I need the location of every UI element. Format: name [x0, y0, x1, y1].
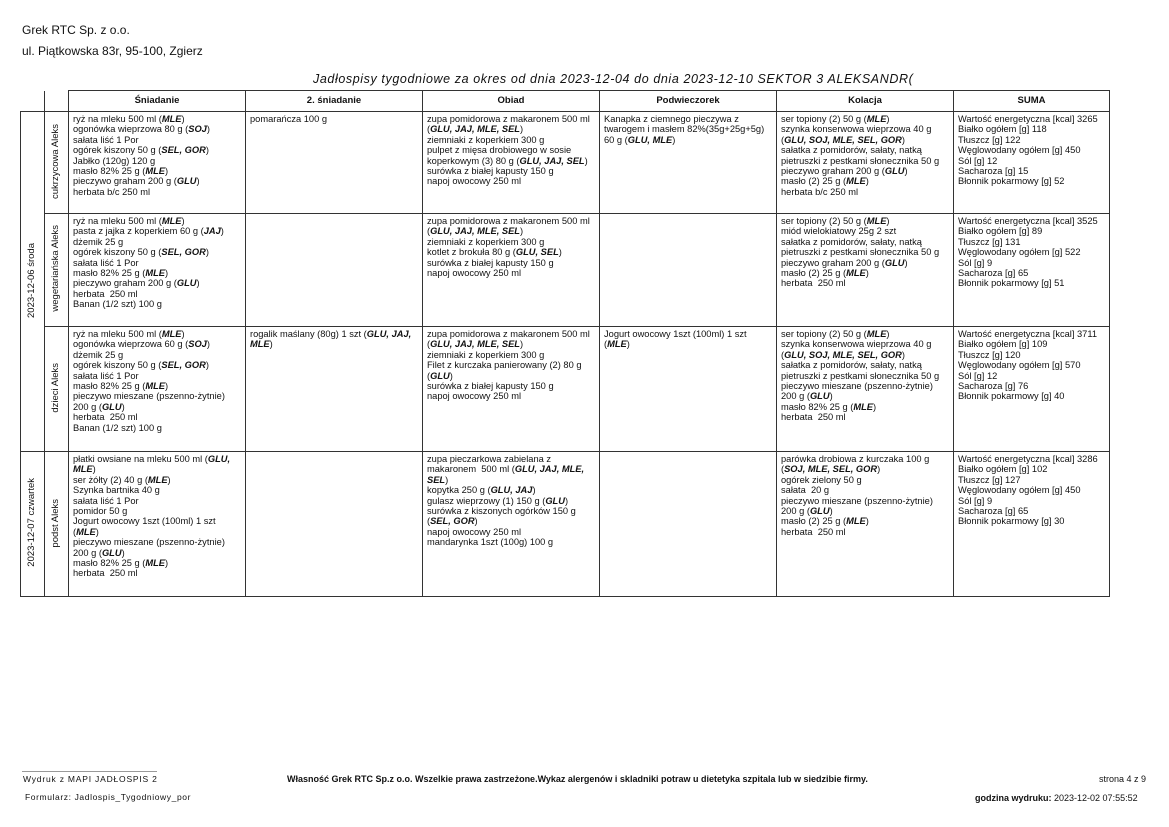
menu-item: sałatka z pomidorów, sałaty, natką pietruszki z pestkami słonecznika 50 g	[781, 145, 940, 166]
menu-item: zupa pomidorowa z makaronem 500 ml (GLU, JAJ, MLE, SEL)	[427, 114, 593, 135]
meal-cell-breakfast	[69, 327, 246, 452]
nutrition-line: Węglowodany ogółem [g] 450	[958, 485, 1081, 496]
print-time-value: 2023-12-02 07:55:52	[1054, 793, 1138, 803]
menu-item: pieczywo mieszane (pszenno-żytnie) 200 g (GLU)	[73, 391, 228, 412]
company-name: Grek RTC Sp. z o.o.	[22, 23, 130, 37]
menu-item: ziemniaki z koperkiem 300 g	[427, 134, 545, 145]
meal-cell-summary	[954, 112, 1110, 214]
meal-cell-summary	[954, 214, 1110, 327]
diet-cell	[45, 214, 69, 327]
meal-cell-second-breakfast	[246, 327, 423, 452]
meal-cell-second-breakfast	[246, 452, 423, 597]
menu-item: ziemniaki z koperkiem 300 g	[427, 236, 545, 247]
menu-item: surówka z białej kapusty 150 g	[427, 381, 554, 392]
menu-item: sałata 20 g	[781, 485, 830, 496]
footer-printout: Wydruk z MAPI JADŁOSPIS 2	[23, 774, 158, 784]
menu-item: masło (2) 25 g (MLE)	[781, 516, 869, 527]
nutrition-line: Wartość energetyczna [kcal] 3286	[958, 454, 1098, 464]
menu-item: masło (2) 25 g (MLE)	[781, 268, 869, 279]
column-header-second-breakfast: 2. śniadanie	[246, 91, 423, 112]
meal-cell-afternoon-snack	[600, 214, 777, 327]
nutrition-line: Błonnik pokarmowy [g] 51	[958, 278, 1065, 289]
menu-item: pieczywo mieszane (pszenno-żytnie) 200 g (GLU)	[781, 381, 936, 402]
nutrition-line: Białko ogółem [g] 89	[958, 226, 1043, 237]
meal-cell-dinner	[777, 112, 954, 214]
menu-item: ogórek kiszony 50 g (SEL, GOR)	[73, 145, 209, 156]
menu-item: mandarynka 1szt (100g) 100 g	[427, 537, 554, 548]
menu-item: napoj owocowy 250 ml	[427, 176, 522, 187]
menu-item: pieczywo mieszane (pszenno-żytnie) 200 g (GLU)	[73, 537, 228, 558]
diet-cell	[45, 112, 69, 214]
diet-label: cukrzycowa Aleks	[50, 123, 62, 199]
menu-item: ogórek kiszony 50 g (SEL, GOR)	[73, 360, 209, 371]
menu-item: ser żółty (2) 40 g (MLE)	[73, 474, 171, 485]
nutrition-line: Sól [g] 12	[958, 155, 998, 166]
menu-item: szynka konserwowa wieprzowa 40 g (GLU, SOJ, MLE, SEL, GOR)	[781, 339, 934, 360]
meal-cell-dinner	[777, 452, 954, 597]
nutrition-line: Tłuszcz [g] 122	[958, 134, 1021, 145]
menu-item: Jogurt owocowy 1szt (100ml) 1 szt (MLE)	[73, 516, 219, 537]
menu-item: sałata liść 1 Por	[73, 370, 139, 381]
footer-page-number: strona 4 z 9	[1099, 774, 1147, 784]
menu-row	[21, 327, 1110, 452]
menu-row	[21, 452, 1110, 597]
nutrition-line: Błonnik pokarmowy [g] 40	[958, 391, 1065, 402]
meal-cell-dinner	[777, 327, 954, 452]
menu-item: herbata 250 ml	[781, 412, 846, 423]
nutrition-line: Sacharoza [g] 65	[958, 506, 1029, 517]
menu-item: zupa pomidorowa z makaronem 500 ml (GLU, JAJ, MLE, SEL)	[427, 329, 593, 350]
menu-item: herbata b/c 250 ml	[73, 186, 151, 197]
menu-item: sałatka z pomidorów, sałaty, natką pietruszki z pestkami słonecznika 50 g	[781, 236, 940, 258]
menu-item: ogórek kiszony 50 g (SEL, GOR)	[73, 247, 209, 258]
nutrition-line: Węglowodany ogółem [g] 522	[958, 247, 1081, 258]
menu-item: pulpet z mięsa drobiowego w sosie koperkowym (3) 80 g (GLU, JAJ, SEL)	[427, 145, 588, 166]
meal-cell-lunch	[423, 327, 600, 452]
menu-item: herbata 250 ml	[73, 412, 138, 423]
company-address: ul. Piątkowska 83r, 95-100, Zgierz	[22, 44, 203, 58]
column-header-afternoon-snack: Podwieczorek	[600, 91, 777, 112]
nutrition-line: Białko ogółem [g] 118	[958, 124, 1047, 135]
diet-label: dzieci Aleks	[50, 362, 62, 413]
menu-item: surówka z białej kapusty 150 g	[427, 166, 554, 177]
nutrition-line: Wartość energetyczna [kcal] 3265	[958, 114, 1098, 124]
menu-item: szynka konserwowa wieprzowa 40 g (GLU, SOJ, MLE, SEL, GOR)	[781, 124, 934, 145]
menu-item: pasta z jajka z koperkiem 60 g (JAJ)	[73, 226, 224, 237]
menu-item: herbata 250 ml	[781, 278, 846, 289]
date-cell	[21, 112, 45, 452]
menu-item: sałata liść 1 Por	[73, 495, 139, 506]
meal-cell-summary	[954, 452, 1110, 597]
footer-form-name: Formularz: Jadlospis_Tygodniowy_por	[25, 792, 192, 802]
menu-item: ogonówka wieprzowa 60 g (SOJ)	[73, 339, 210, 350]
meal-cell-summary	[954, 327, 1110, 452]
diet-label: wegetariańska Aleks	[50, 225, 62, 313]
menu-item: Jogurt owocowy 1szt (100ml) 1 szt (MLE)	[604, 329, 750, 350]
menu-item: herbata 250 ml	[73, 568, 138, 579]
menu-item: rogalik maślany (80g) 1 szt (GLU, JAJ, MLE)	[250, 329, 414, 350]
meal-cell-lunch	[423, 112, 600, 214]
menu-item: napoj owocowy 250 ml	[427, 526, 522, 537]
page-title: Jadłospisy tygodniowe za okres od dnia 2023-12-04 do dnia 2023-12-10 SEKTOR 3 ALEKSANDR(	[313, 72, 914, 86]
meal-cell-lunch	[423, 452, 600, 597]
menu-item: ogonówka wieprzowa 80 g (SOJ)	[73, 124, 210, 135]
menu-item: gulasz wieprzowy (1) 150 g (GLU)	[427, 495, 569, 506]
menu-item: dżemik 25 g	[73, 236, 124, 247]
menu-item: masło 82% 25 g (MLE)	[73, 268, 169, 279]
nutrition-line: Błonnik pokarmowy [g] 30	[958, 516, 1065, 527]
menu-item: zupa pomidorowa z makaronem 500 ml (GLU, JAJ, MLE, SEL)	[427, 216, 593, 237]
nutrition-line: Tłuszcz [g] 120	[958, 349, 1021, 360]
column-header-dinner: Kolacja	[777, 91, 954, 112]
nutrition-line: Sacharoza [g] 76	[958, 381, 1029, 392]
menu-item: ser topiony (2) 50 g (MLE)	[781, 114, 890, 124]
nutrition-line: Tłuszcz [g] 131	[958, 236, 1021, 247]
menu-item: herbata b/c 250 ml	[781, 186, 859, 197]
menu-item: masło 82% 25 g (MLE)	[73, 381, 169, 392]
menu-table-body	[21, 112, 1110, 597]
menu-item: pieczywo graham 200 g (GLU)	[781, 257, 908, 268]
menu-item: sałatka z pomidorów, sałaty, natką pietruszki z pestkami słonecznika 50 g	[781, 360, 940, 381]
nutrition-line: Węglowodany ogółem [g] 570	[958, 360, 1081, 371]
menu-item: ziemniaki z koperkiem 300 g	[427, 349, 545, 360]
menu-item: kotlet z brokuła 80 g (GLU, SEL)	[427, 247, 562, 258]
menu-item: masło (2) 25 g (MLE)	[781, 176, 869, 187]
column-header-breakfast: Śniadanie	[69, 91, 246, 112]
menu-item: Banan (1/2 szt) 100 g	[73, 422, 162, 433]
menu-item: pieczywo mieszane (pszenno-żytnie) 200 g (GLU)	[781, 495, 936, 517]
column-header-summary: SUMA	[954, 91, 1110, 112]
nutrition-line: Białko ogółem [g] 109	[958, 339, 1048, 350]
menu-row	[21, 112, 1110, 214]
footer-print-time	[975, 793, 1138, 803]
meal-cell-dinner	[777, 214, 954, 327]
nutrition-line: Sól [g] 9	[958, 257, 993, 268]
menu-item: napoj owocowy 250 ml	[427, 268, 522, 279]
menu-item: surówka z kiszonych ogórków 150 g (SEL, GOR)	[427, 506, 579, 527]
nutrition-line: Sacharoza [g] 15	[958, 166, 1029, 177]
nutrition-line: Sacharoza [g] 65	[958, 268, 1029, 279]
menu-item: herbata 250 ml	[781, 526, 846, 537]
menu-item: zupa pieczarkowa zabielana z makaronem 500 ml (GLU, JAJ, MLE, SEL)	[427, 454, 587, 485]
nutrition-line: Wartość energetyczna [kcal] 3525	[958, 216, 1098, 226]
menu-item: Kanapka z ciemnego pieczywa z twarogem i masłem 82%(35g+25g+5g) 60 g (GLU, MLE)	[604, 114, 767, 145]
meal-cell-afternoon-snack	[600, 327, 777, 452]
footer-divider	[22, 771, 157, 772]
menu-item: ser topiony (2) 50 g (MLE)	[781, 329, 890, 339]
nutrition-line: Tłuszcz [g] 127	[958, 474, 1021, 485]
nutrition-line: Sól [g] 9	[958, 495, 993, 506]
menu-item: napoj owocowy 250 ml	[427, 391, 522, 402]
nutrition-line: Błonnik pokarmowy [g] 52	[958, 176, 1065, 187]
menu-item: dżemik 25 g	[73, 349, 124, 360]
menu-item: ser topiony (2) 50 g (MLE)	[781, 216, 890, 226]
menu-item: sałata liść 1 Por	[73, 134, 139, 145]
nutrition-line: Wartość energetyczna [kcal] 3711	[958, 329, 1098, 339]
meal-cell-afternoon-snack	[600, 112, 777, 214]
menu-item: pieczywo graham 200 g (GLU)	[781, 166, 908, 177]
menu-item: herbata 250 ml	[73, 288, 138, 299]
menu-item: masło 82% 25 g (MLE)	[73, 166, 169, 177]
diet-label: podst Aleks	[50, 498, 62, 548]
menu-item: Jabłko (120g) 120 g	[73, 155, 156, 166]
menu-item: sałata liść 1 Por	[73, 257, 139, 268]
nutrition-line: Białko ogółem [g] 102	[958, 464, 1048, 475]
nutrition-line: Sól [g] 12	[958, 370, 998, 381]
menu-item: masło 82% 25 g (MLE)	[781, 401, 877, 412]
header-blank	[21, 91, 45, 112]
weekly-menu-table	[20, 90, 1110, 597]
menu-item: Filet z kurczaka panierowany (2) 80 g (GLU)	[427, 360, 585, 381]
menu-item: ryż na mleku 500 ml (MLE)	[73, 216, 185, 226]
menu-item: Szynka bartnika 40 g	[73, 485, 160, 496]
date-cell	[21, 452, 45, 597]
menu-item: pomarańcza 100 g	[250, 114, 328, 124]
date-label: 2023-12-07 czwartek	[26, 478, 38, 568]
menu-item: miód wielokiatowy 25g 2 szt	[781, 226, 897, 237]
menu-item: ogórek zielony 50 g	[781, 474, 862, 485]
menu-item: masło 82% 25 g (MLE)	[73, 558, 169, 569]
menu-item: parówka drobiowa z kurczaka 100 g (SOJ, MLE, SEL, GOR)	[781, 454, 932, 475]
footer-copyright: Własność Grek RTC Sp.z o.o. Wszelkie prawa zastrzeżone.Wykaz alergenów i skladniki potraw u dietetyka szpitala lub w siedzibie firmy.	[287, 774, 868, 784]
menu-item: płatki owsiane na mleku 500 ml (GLU, MLE)	[73, 454, 233, 475]
menu-item: ryż na mleku 500 ml (MLE)	[73, 114, 185, 124]
menu-row	[21, 214, 1110, 327]
meal-cell-afternoon-snack	[600, 452, 777, 597]
column-header-lunch: Obiad	[423, 91, 600, 112]
menu-item: Banan (1/2 szt) 100 g	[73, 299, 162, 310]
menu-item: pieczywo graham 200 g (GLU)	[73, 176, 200, 187]
diet-cell	[45, 327, 69, 452]
menu-item: pieczywo graham 200 g (GLU)	[73, 278, 200, 289]
print-time-label: godzina wydruku:	[975, 793, 1052, 803]
date-label: 2023-12-06 środa	[26, 242, 38, 318]
meal-cell-breakfast	[69, 214, 246, 327]
meal-cell-second-breakfast	[246, 112, 423, 214]
meal-cell-lunch	[423, 214, 600, 327]
nutrition-line: Węglowodany ogółem [g] 450	[958, 145, 1081, 156]
meal-cell-second-breakfast	[246, 214, 423, 327]
header-blank	[45, 91, 69, 112]
menu-item: ryż na mleku 500 ml (MLE)	[73, 329, 185, 339]
menu-item: pomidor 50 g	[73, 506, 128, 517]
meal-cell-breakfast	[69, 112, 246, 214]
diet-cell	[45, 452, 69, 597]
menu-item: kopytka 250 g (GLU, JAJ)	[427, 485, 536, 496]
meal-cell-breakfast	[69, 452, 246, 597]
menu-item: surówka z białej kapusty 150 g	[427, 257, 554, 268]
